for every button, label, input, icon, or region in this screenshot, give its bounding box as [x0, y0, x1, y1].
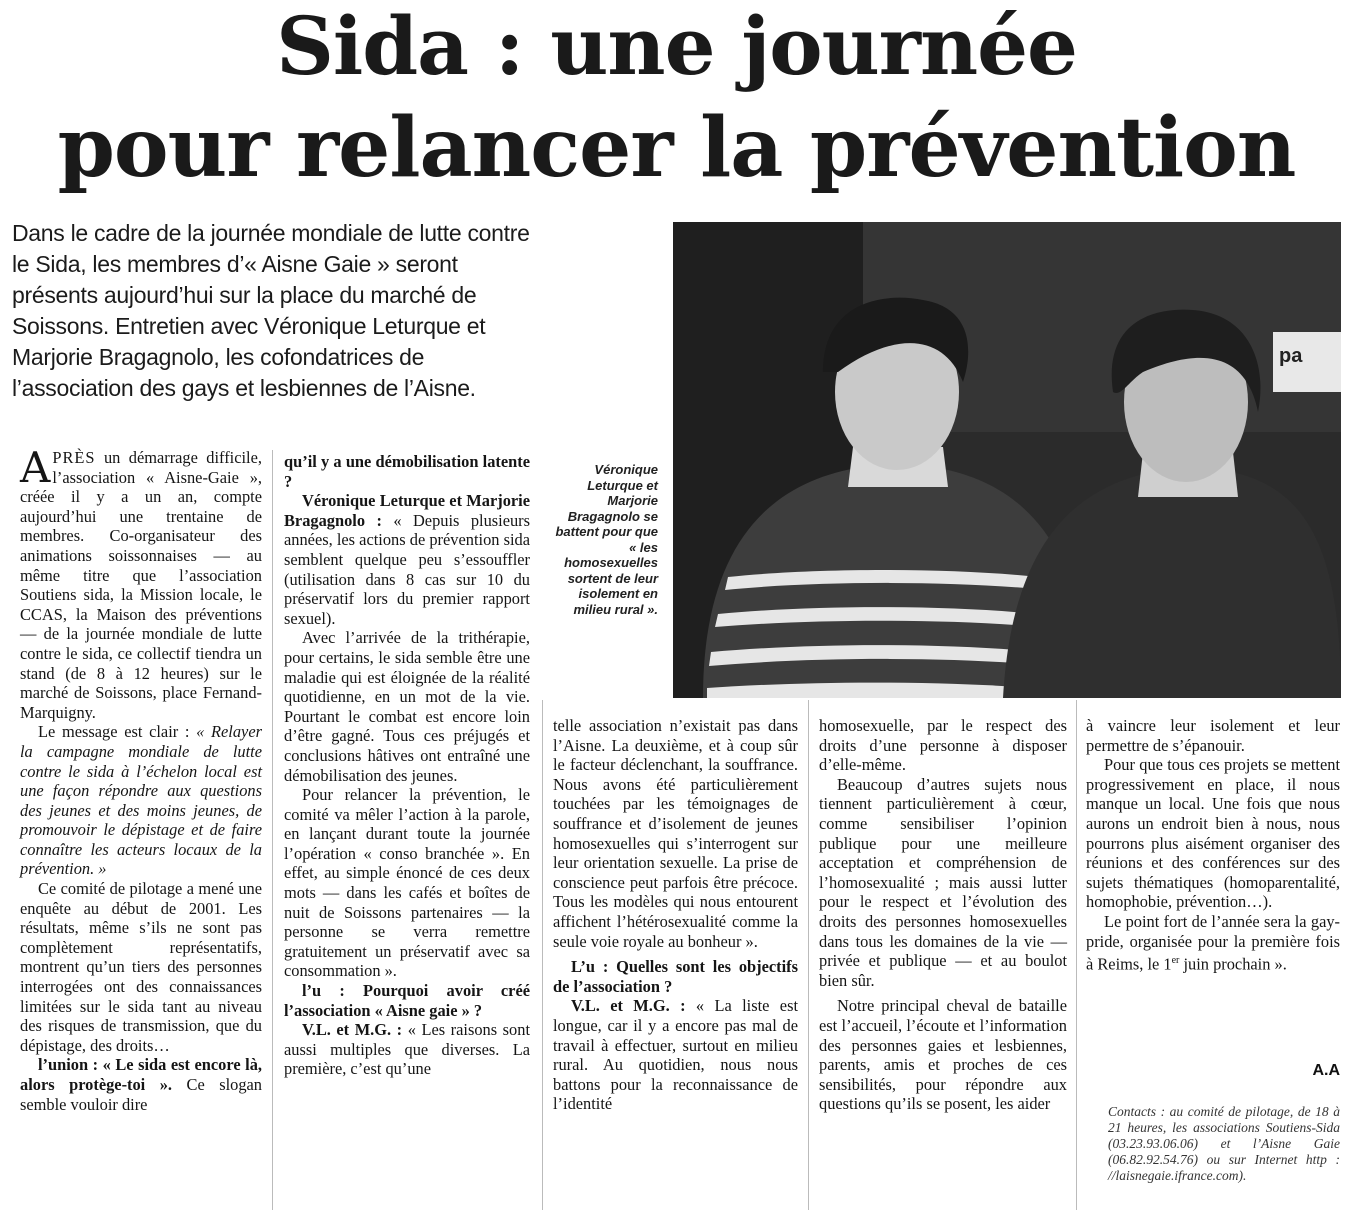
column-divider [1076, 700, 1077, 1210]
contacts-box: Contacts : au comité de pilotage, de 18 à 21 heures, les associations Soutiens-Sida (03.23.93.06.06) et l’Aisne Gaie (06.82.92.54.76) ou sur Internet http : //laisnegaie.ifrance.com). [1108, 1104, 1340, 1183]
paragraph: Le message est clair : « Relayer la campagne mondiale de lutte contre le sida à l’échelon local est une façon répondre aux questions des jeunes et des moins jeunes, de promouvoir le dépistage et de faire connaître les acteurs locaux de la prévention. » [20, 722, 262, 879]
poster-sign: pa [1279, 345, 1303, 367]
paragraph: homosexuelle, par le respect des droits d’une personne à disposer d’elle-même. [819, 716, 1067, 775]
article-column-1 [20, 443, 263, 1114]
paragraph: Pour que tous ces projets se mettent progressivement en place, il nous manque un local. Une fois que nous aurons un endroit bien à nous, nous pourrons plus aisément organiser des réunions et des conférences sur des sujets thématiques (homoparentalité, homophobie, prévention…). [1086, 755, 1340, 912]
paragraph: l’union : « Le sida est encore là, alors protège-toi ». Ce slogan semble vouloir dire [20, 1055, 263, 1114]
question: L’u : Quelles sont les objectifs de l’association ? [553, 957, 798, 996]
photo-caption: Véronique Leturque et Marjorie Bragagnolo se battent pour que « les homosexuelles sortent de leur isolement en milieu rural ». [555, 462, 658, 617]
paragraph: Notre principal cheval de bataille est l’accueil, l’écoute et l’information des personnes gaies et lesbiennes, parents, amis et proches de ces sensibilités, pour répondre aux questions qu’ils se posent, les aider [819, 996, 1067, 1114]
speaker: Véronique Leturque et Marjorie Bragagnolo : [284, 491, 530, 530]
lead-paragraph: Dans le cadre de la journée mondiale de lutte contre le Sida, les membres d’« Aisne Gaie » seront présents aujourd’hui sur la place du marché de Soissons. Entretien avec Véronique Leturque et Marjorie Bragagnolo, les cofondatrices de l’association des gays et lesbiennes de l’Aisne. [12, 220, 530, 401]
answer: V.L. et M.G. : « La liste est longue, car il y a encore pas mal de travail à effectuer, surtout en milieu rural. Au quotidien, nous nous battons pour la reconnaissance de l’identité [553, 996, 798, 1114]
column-divider [272, 450, 273, 1210]
paragraph: Avec l’arrivée de la trithérapie, pour certains, le sida semble être une maladie qui est éloignée de la réalité quotidienne, en un mot de la vie. Pourtant le combat est encore loin d’être gagné. Tous ces préjugés et conclusions hâtives ont entraîné une démobilisation des jeunes. [284, 628, 530, 785]
drop-cap: A [20, 443, 51, 492]
answer: V.L. et M.G. : « Les raisons sont aussi multiples que diverses. La première, c’est qu’une [284, 1020, 530, 1079]
speaker: V.L. et M.G. : [302, 1020, 403, 1040]
question: l’union : « Le sida est encore là, alors protège-toi ». [20, 1055, 262, 1094]
headline-line-2: pour relancer la prévention [57, 100, 1296, 196]
paragraph: telle association n’existait pas dans l’Aisne. La deuxième, et à coup sûr le facteur déclenchant, la souffrance. Nous avons été particulièrement touchées par les témoignages de souffrance et d’isolement de jeunes homosexuelles qui s’interrogent sur leur orientation sexuelle. La prise de conscience peut parfois être précoce. Tous les modèles qui nous entourent affichent l’hétérosexualité comme la seule voie royale au bonheur ». [553, 716, 798, 951]
question: qu’il y a une démobilisation latente ? [284, 452, 530, 491]
article-column-2 [284, 452, 530, 1079]
paragraph: à vaincre leur isolement et leur permettre de s’épanouir. [1086, 716, 1340, 755]
column-divider [808, 700, 809, 1210]
paragraph: Beaucoup d’autres sujets nous tiennent particulièrement à cœur, comme sensibiliser l’opinion publique pour une meilleure acceptation et compréhension de l’homosexualité ; mais aussi lutter pour le respect et l’évolution des droits des personnes homosexuelles dans tous les domaines de la vie — privée et publique — et au boulot bien sûr. [819, 774, 1067, 990]
headline-line-1: Sida : une journée [276, 0, 1077, 93]
column-divider [542, 700, 543, 1210]
article-column-3 [553, 716, 798, 1114]
opening-paragraph: APRÈS un démarrage difficile, l’association « Aisne-Gaie », créée il y a un an, compte aujourd’hui une trentaine de membres. Co-organisateur des animations soissonnaises — au même titre que l’association Soutiens sida, la Mission locale, le CCAS, la Maison des préventions — de la journée mondiale de lutte contre le sida, ce collectif tiendra un stand (de 8 à 12 heures) sur le marché de Soissons, place Fernand-Marquigny. [20, 443, 262, 722]
article-photo [673, 222, 1341, 698]
paragraph: Pour relancer la prévention, le comité va mêler l’action à la parole, en lançant durant toute la journée l’opération « conso branchée ». En effet, au simple énoncé de ces deux mots — dans les cafés et boîtes de nuit de Soissons partenaires — la personne se verra remettre gratuitement un préservatif avec sa consommation ». [284, 785, 530, 981]
speaker: V.L. et M.G. : [571, 996, 686, 1016]
paragraph: Ce comité de pilotage a mené une enquête au début de 2001. Les résultats, même s’ils ne sont pas complètement représentatifs, montrent qu’un tiers des personnes interrogées ont des connaissances limitées sur le sida tant au niveau des risques de transmission, que du dépistage, des droits… [20, 879, 262, 1055]
paragraph: Le point fort de l’année sera la gay-pride, organisée pour la première fois à Reims, le 1er juin prochain ». [1086, 911, 1340, 974]
article-column-5 [1086, 716, 1340, 974]
quote: « Relayer la campagne mondiale de lutte contre le sida à l’échelon local est une façon répondre aux questions des jeunes et des moins jeunes, de promouvoir le dépistage et de faire connaître les acteurs locaux de la prévention. » [20, 722, 262, 879]
answer: Véronique Leturque et Marjorie Bragagnolo : « Depuis plusieurs années, les actions de prévention sida semblent quelque peu s’essouffler (utilisation dans 8 cas sur 10 du préservatif lors du premier rapport sexuel). [284, 491, 531, 628]
article-column-4 [819, 716, 1067, 1114]
question: l’u : Pourquoi avoir créé l’association « Aisne gaie » ? [284, 981, 530, 1020]
author-signature: A.A [1312, 1062, 1340, 1079]
